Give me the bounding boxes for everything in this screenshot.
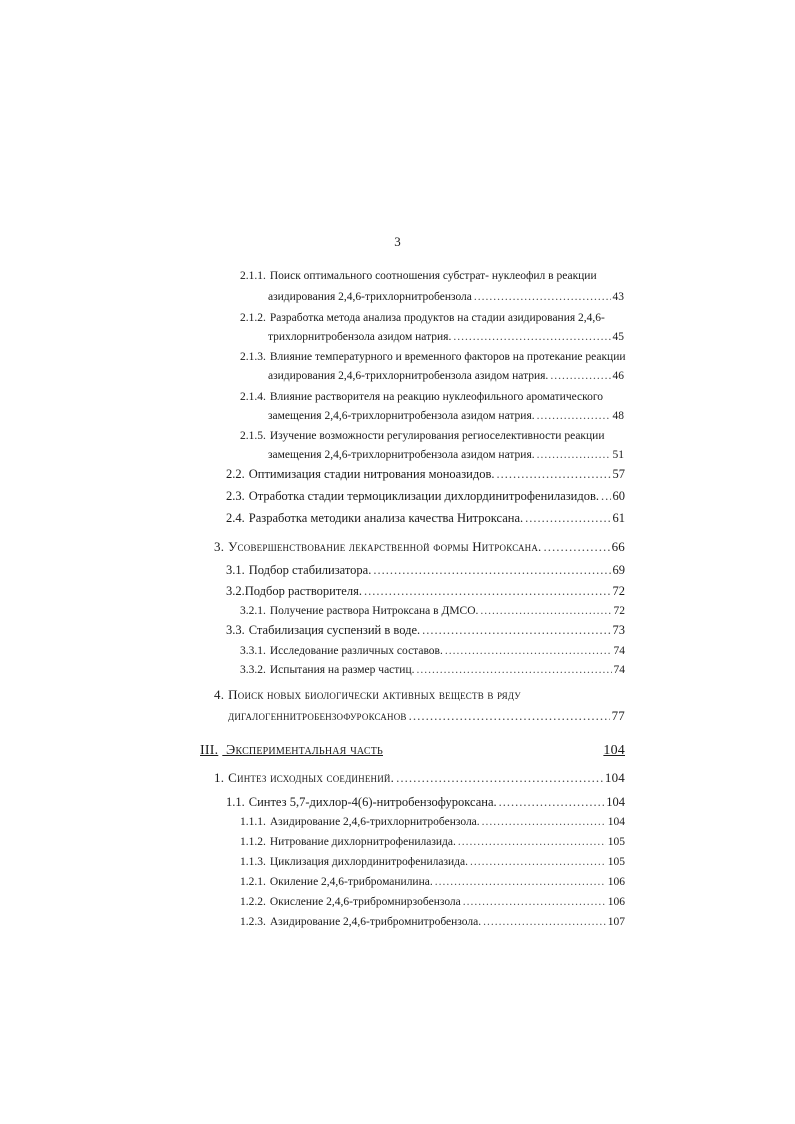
entry-title: Циклизация дихлординитрофенилазида. bbox=[269, 856, 468, 868]
entry-number: 2.1.2. bbox=[240, 312, 266, 324]
entry-page: 104 bbox=[607, 816, 625, 828]
leader-dots bbox=[416, 662, 611, 678]
entry-title: Синтез исходных соединений. bbox=[228, 770, 395, 785]
entry-number: 1.2.2. bbox=[240, 896, 266, 908]
toc-entry bbox=[226, 488, 625, 504]
entry-page: 74 bbox=[613, 645, 625, 657]
entry-title: Подбор стабилизатора. bbox=[248, 563, 372, 577]
leader-dots bbox=[470, 854, 606, 870]
entry-title: Изучение возможности регулирования региоселективности реакции bbox=[269, 430, 605, 442]
entry-number: 3.3. bbox=[226, 623, 245, 637]
toc-entry bbox=[226, 562, 625, 578]
entry-title: Поиск новых биологически активных веществ в ряду bbox=[228, 687, 521, 702]
leader-dots bbox=[482, 814, 606, 830]
entry-title: Разработка методики анализа качества Нитроксана. bbox=[248, 511, 524, 525]
entry-number: 4. bbox=[214, 687, 225, 702]
entry-page: 51 bbox=[612, 449, 624, 461]
entry-title: азидирования 2,4,6-трихлорнитробензола bbox=[268, 291, 472, 303]
leader-dots bbox=[458, 834, 606, 850]
toc-entry bbox=[240, 310, 610, 326]
entry-number: 1.2.3. bbox=[240, 916, 266, 928]
entry-number: 1.1. bbox=[226, 795, 245, 809]
entry-number: 1.2.1. bbox=[240, 876, 266, 888]
toc-entry bbox=[240, 874, 625, 890]
toc-entry bbox=[226, 794, 625, 810]
entry-number: 2.2. bbox=[226, 467, 245, 481]
toc-entry bbox=[240, 603, 625, 619]
entry-title: дигалогеннитробензофуроксанов bbox=[228, 708, 407, 723]
entry-page: 106 bbox=[607, 896, 625, 908]
entry-page: 61 bbox=[612, 511, 625, 525]
entry-title: Поиск оптимального соотношения субстрат- нуклеофил в реакции bbox=[269, 270, 597, 282]
entry-title: Отработка стадии термоциклизации дихлординитрофенилазидов. bbox=[248, 489, 600, 503]
entry-title: Разработка метода анализа продуктов на стадии азидирования 2,4,6- bbox=[269, 312, 605, 324]
entry-page: 69 bbox=[612, 563, 625, 577]
entry-title: Влияние растворителя на реакцию нуклеофильного ароматического bbox=[269, 391, 604, 403]
entry-title: Влияние температурного и временного факторов на протекание реакции bbox=[269, 351, 626, 363]
entry-title: Экспериментальная часть bbox=[226, 743, 383, 758]
leader-dots bbox=[453, 329, 610, 345]
entry-title: Испытания на размер частиц. bbox=[269, 664, 415, 676]
toc-entry bbox=[240, 894, 625, 910]
entry-title: Усовершенствование лекарственной формы Нитроксана. bbox=[228, 539, 542, 554]
toc-entry-continuation bbox=[268, 329, 624, 345]
entry-number: 3.3.2. bbox=[240, 664, 266, 676]
leader-dots bbox=[544, 539, 610, 555]
leader-dots bbox=[480, 603, 611, 619]
toc-entry bbox=[240, 268, 610, 284]
leader-dots bbox=[550, 368, 610, 384]
toc-entry bbox=[240, 854, 625, 870]
leader-dots bbox=[525, 510, 610, 526]
entry-number: III. bbox=[200, 743, 219, 758]
toc-entry-continuation bbox=[268, 447, 624, 463]
entry-page: 104 bbox=[606, 795, 625, 809]
leader-dots bbox=[483, 914, 606, 930]
toc-entry-continuation bbox=[268, 408, 624, 424]
leader-dots bbox=[435, 874, 606, 890]
leader-dots bbox=[499, 794, 605, 810]
toc-entry bbox=[240, 428, 610, 444]
entry-page: 72 bbox=[612, 584, 625, 598]
entry-number: 2.1.4. bbox=[240, 391, 266, 403]
entry-number: 1.1.3. bbox=[240, 856, 266, 868]
entry-page: 107 bbox=[607, 916, 625, 928]
entry-number: 2.1.5. bbox=[240, 430, 266, 442]
toc-entry-continuation bbox=[268, 289, 624, 305]
entry-page: 48 bbox=[612, 410, 624, 422]
toc-entry-continuation bbox=[228, 708, 625, 724]
toc-entry bbox=[214, 687, 625, 703]
entry-title: Оптимизация стадии нитрования моноазидов. bbox=[248, 467, 495, 481]
entry-title: Окисление 2,4,6-трибромнирзобензола bbox=[269, 896, 461, 908]
leader-dots bbox=[474, 289, 611, 305]
entry-page: 105 bbox=[607, 836, 625, 848]
leader-dots bbox=[463, 894, 606, 910]
entry-number: 1. bbox=[214, 770, 225, 785]
entry-title: Получение раствора Нитроксана в ДМСО. bbox=[269, 605, 479, 617]
entry-page: 72 bbox=[613, 605, 625, 617]
leader-dots bbox=[364, 583, 611, 599]
entry-page: 66 bbox=[611, 539, 625, 554]
entry-title: азидирования 2,4,6-трихлорнитробензола азидом натрия. bbox=[268, 370, 549, 382]
toc-part-heading bbox=[200, 743, 625, 759]
entry-title: Стабилизация суспензий в воде. bbox=[248, 623, 421, 637]
entry-title: трихлорнитробензола азидом натрия. bbox=[268, 331, 452, 343]
entry-number: 2.1.1. bbox=[240, 270, 266, 282]
leader-dots bbox=[537, 447, 611, 463]
entry-page: 46 bbox=[612, 370, 624, 382]
toc-entry-continuation bbox=[268, 368, 624, 384]
leader-dots bbox=[445, 643, 612, 659]
entry-title: Азидирование 2,4,6-трибромнитробензола. bbox=[269, 916, 482, 928]
entry-number: 3. bbox=[214, 539, 225, 554]
entry-title: Нитрование дихлорнитрофенилазида. bbox=[269, 836, 456, 848]
entry-number: 3.1. bbox=[226, 563, 245, 577]
entry-page: 77 bbox=[611, 708, 625, 723]
toc-entry bbox=[240, 389, 610, 405]
toc-entry bbox=[240, 349, 630, 365]
entry-title: Синтез 5,7-дихлор-4(6)-нитробензофуроксана. bbox=[248, 795, 497, 809]
entry-number: 2.4. bbox=[226, 511, 245, 525]
leader-dots bbox=[601, 488, 610, 504]
leader-dots bbox=[537, 408, 611, 424]
leader-dots bbox=[496, 466, 610, 482]
toc-entry bbox=[214, 539, 625, 555]
entry-page: 104 bbox=[604, 770, 625, 785]
entry-title: замещения 2,4,6-трихлорнитробензола азидом натрия. bbox=[268, 449, 535, 461]
entry-number: 1.1.2. bbox=[240, 836, 266, 848]
leader-dots bbox=[373, 562, 610, 578]
toc-entry bbox=[214, 770, 625, 786]
toc-entry bbox=[240, 814, 625, 830]
leader-dots bbox=[396, 770, 603, 786]
toc-entry bbox=[226, 466, 625, 482]
toc-entry bbox=[240, 834, 625, 850]
toc-entry bbox=[226, 622, 625, 638]
entry-page: 60 bbox=[612, 489, 625, 503]
entry-title: Исследование различных составов. bbox=[269, 645, 443, 657]
entry-page: 105 bbox=[607, 856, 625, 868]
page-number: 3 bbox=[394, 234, 401, 249]
entry-page: 104 bbox=[603, 743, 625, 758]
toc-entry bbox=[240, 643, 625, 659]
entry-number: 1.1.1. bbox=[240, 816, 266, 828]
leader-dots bbox=[422, 622, 610, 638]
entry-title: Окиление 2,4,6-триброманилина. bbox=[269, 876, 433, 888]
toc-entry bbox=[226, 583, 625, 599]
toc-entry bbox=[240, 662, 625, 678]
toc-entry bbox=[226, 510, 625, 526]
entry-title: Подбор растворителя. bbox=[244, 584, 362, 598]
entry-number: 2.3. bbox=[226, 489, 245, 503]
leader-dots bbox=[409, 708, 610, 724]
entry-number: 3.3.1. bbox=[240, 645, 266, 657]
toc-entry bbox=[240, 914, 625, 930]
entry-number: 3.2. bbox=[226, 584, 245, 598]
entry-title: замещения 2,4,6-трихлорнитробензола азидом натрия. bbox=[268, 410, 535, 422]
entry-number: 2.1.3. bbox=[240, 351, 266, 363]
entry-page: 57 bbox=[612, 467, 625, 481]
entry-number: 3.2.1. bbox=[240, 605, 266, 617]
entry-page: 73 bbox=[612, 623, 625, 637]
entry-title: Азидирование 2,4,6-трихлорнитробензола. bbox=[269, 816, 480, 828]
entry-page: 43 bbox=[612, 291, 624, 303]
entry-page: 106 bbox=[607, 876, 625, 888]
entry-page: 74 bbox=[613, 664, 625, 676]
entry-page: 45 bbox=[612, 331, 624, 343]
